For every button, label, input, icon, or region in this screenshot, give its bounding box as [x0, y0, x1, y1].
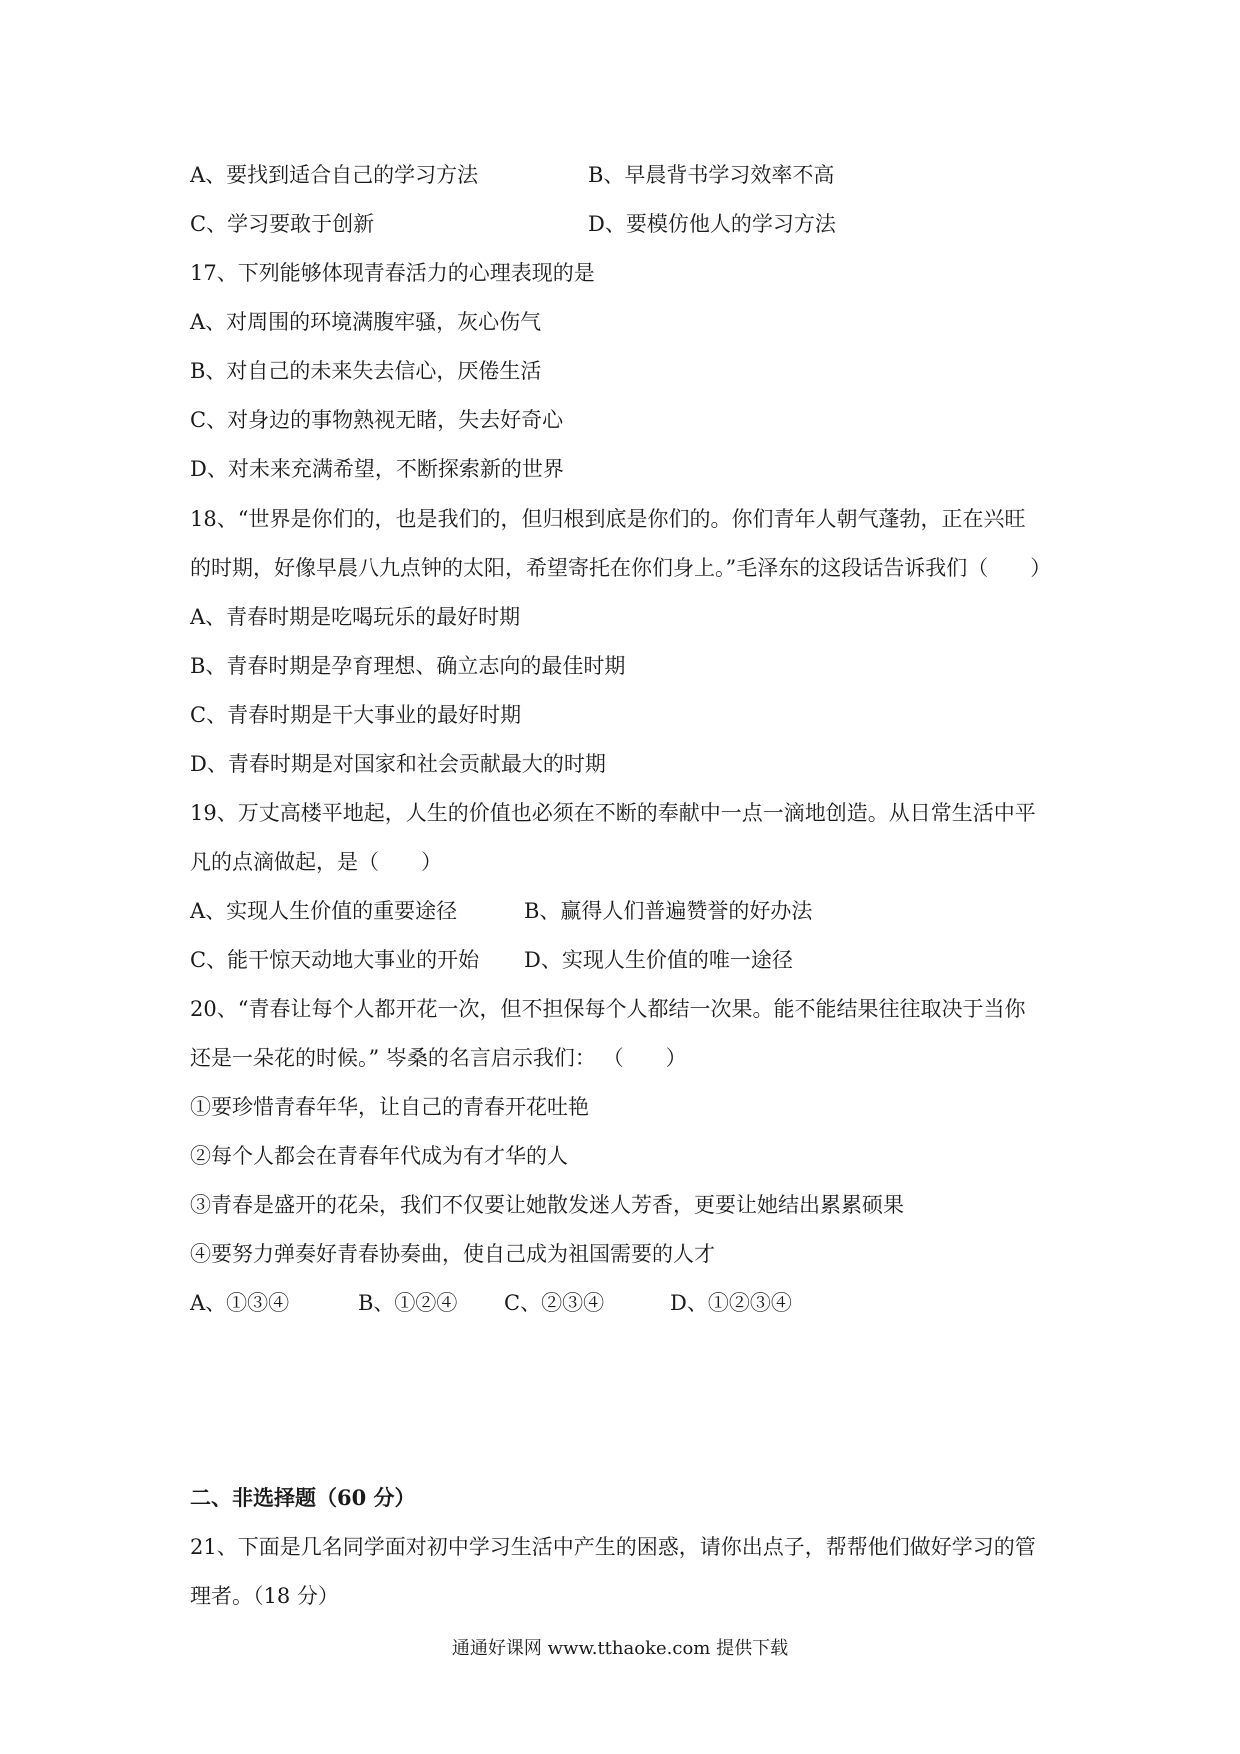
q18-stem-line2: 的时期，好像早晨八九点钟的太阳，希望寄托在你们身上。”毛泽东的这段话告诉我们（ ）	[190, 556, 1052, 580]
page-footer: 通通好课网 www.tthaoke.com 提供下载	[451, 1638, 789, 1659]
q18-option-b: B、青春时期是孕育理想、确立志向的最佳时期	[190, 654, 626, 678]
q19-option-b: B、赢得人们普遍赞誉的好办法	[524, 899, 813, 923]
q20-option-a: A、①③④	[190, 1291, 290, 1315]
q19-option-a: A、实现人生价值的重要途径	[190, 899, 458, 923]
q17-option-a: A、对周围的环境满腹牢骚，灰心伤气	[190, 310, 542, 334]
q20-options-row	[190, 1288, 792, 1318]
section-heading: 二、非选择题（60 分）	[190, 1485, 416, 1510]
q21-stem-line1: 21、下面是几名同学面对初中学习生活中产生的困惑，请你出点子，帮帮他们做好学习的管	[190, 1535, 1036, 1559]
q20-statement-2: ②每个人都会在青春年代成为有才华的人	[190, 1144, 568, 1168]
q18-stem-line1: 18、“世界是你们的，也是我们的，但归根到底是你们的。你们青年人朝气蓬勃，正在兴旺	[190, 507, 1026, 531]
q20-statement-1: ①要珍惜青春年华，让自己的青春开花吐艳	[190, 1095, 589, 1119]
q19-stem-line2: 凡的点滴做起，是（ ）	[190, 850, 442, 874]
q17-option-d: D、对未来充满希望，不断探索新的世界	[190, 457, 564, 481]
q20-option-d: D、①②③④	[670, 1291, 792, 1315]
q20-stem-line2: 还是一朵花的时候。” 岑桑的名言启示我们： （ ）	[190, 1046, 687, 1070]
q16-option-c: C、学习要敢于创新	[190, 212, 375, 236]
q20-option-b: B、①②④	[358, 1291, 458, 1315]
q19-row-cd	[190, 945, 793, 975]
q21-stem-line2: 理者。（18 分）	[190, 1584, 339, 1608]
q17-stem: 17、下列能够体现青春活力的心理表现的是	[190, 261, 595, 285]
q19-option-c: C、能干惊天动地大事业的开始	[190, 948, 480, 972]
q19-option-d: D、实现人生价值的唯一途径	[524, 948, 793, 972]
q16-row-ab	[190, 160, 835, 190]
q18-option-a: A、青春时期是吃喝玩乐的最好时期	[190, 605, 521, 629]
q20-stem-line1: 20、“青春让每个人都开花一次，但不担保每个人都结一次果。能不能结果往往取决于当你	[190, 997, 1026, 1021]
q19-stem-line1: 19、万丈高楼平地起，人生的价值也必须在不断的奉献中一点一滴地创造。从日常生活中平	[190, 801, 1036, 825]
q20-statement-3: ③青春是盛开的花朵，我们不仅要让她散发迷人芳香，更要让她结出累累硕果	[190, 1193, 904, 1217]
q16-option-a: A、要找到适合自己的学习方法	[190, 163, 479, 187]
q18-option-d: D、青春时期是对国家和社会贡献最大的时期	[190, 752, 606, 776]
q16-row-cd	[190, 209, 836, 239]
q20-statement-4: ④要努力弹奏好青春协奏曲，使自己成为祖国需要的人才	[190, 1242, 715, 1266]
q20-option-c: C、②③④	[504, 1291, 605, 1315]
q17-option-c: C、对身边的事物熟视无睹，失去好奇心	[190, 408, 564, 432]
q16-option-d: D、要模仿他人的学习方法	[588, 212, 836, 236]
q19-row-ab	[190, 896, 813, 926]
q18-option-c: C、青春时期是干大事业的最好时期	[190, 703, 522, 727]
q17-option-b: B、对自己的未来失去信心，厌倦生活	[190, 359, 542, 383]
q16-option-b: B、早晨背书学习效率不高	[588, 163, 835, 187]
